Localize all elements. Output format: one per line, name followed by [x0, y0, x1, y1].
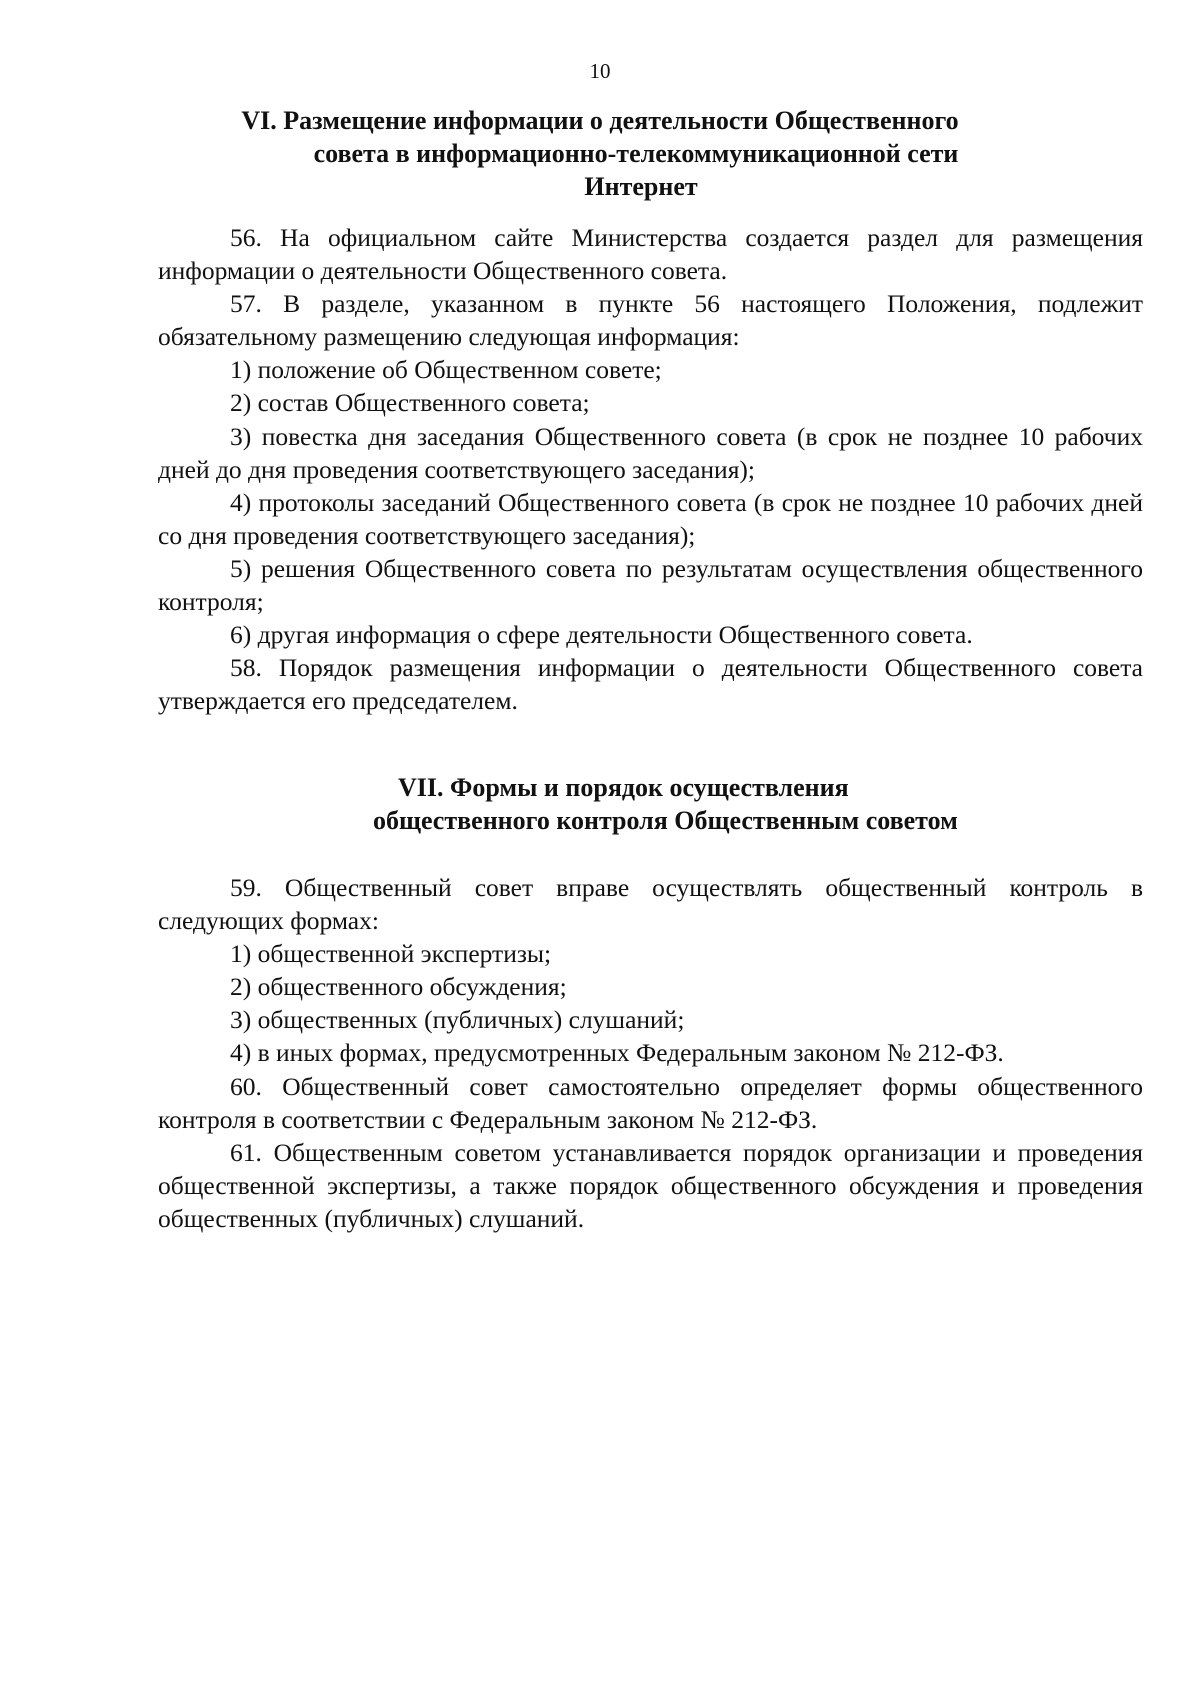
- list-item-7-3: 3) общественных (публичных) слушаний;: [230, 1005, 685, 1035]
- list-item-6-5: 5) решения Общественного совета по результатам осуществления общественного контроля;: [158, 553, 1143, 617]
- section-7-body: [158, 871, 1143, 1235]
- section-7-heading: [0, 771, 1200, 837]
- section-7-heading-line-2: общественного контроля Общественным советом: [373, 806, 958, 835]
- paragraph-58: 58. Порядок размещения информации о деятельности Общественного совета утверждается его председателем.: [158, 653, 1143, 716]
- list-item-7-4: 4) в иных формах, предусмотренных Федеральным законом № 212-ФЗ.: [230, 1038, 1004, 1068]
- paragraph-60: 60. Общественный совет самостоятельно определяет формы общественного контроля в соответствии с Федеральным законом № 212-ФЗ.: [158, 1071, 1143, 1134]
- section-6-heading-line-1: VI. Размещение информации о деятельности Общественного: [241, 106, 959, 135]
- list-item-7-1: 1) общественной экспертизы;: [230, 939, 552, 969]
- list-item-6-1: 1) положение об Общественном совете;: [230, 355, 662, 385]
- section-6-heading-line-2: совета в информационно-телекоммуникационной сети: [313, 139, 959, 168]
- list-item-6-3: 3) повестка дня заседания Общественного совета (в срок не позднее 10 рабочих дней до дня проведения соответствующего заседания);: [158, 421, 1143, 484]
- list-item-6-2: 2) состав Общественного совета;: [230, 388, 590, 418]
- section-6-body: [158, 221, 1143, 717]
- paragraph-57: 57. В разделе, указанном в пункте 56 настоящего Положения, подлежит обязательному размещению следующая информация:: [158, 289, 1143, 352]
- list-item-6-6: 6) другая информация о сфере деятельности Общественного совета.: [230, 620, 973, 650]
- page-number: 10: [589, 59, 611, 83]
- list-item-7-2: 2) общественного обсуждения;: [230, 972, 567, 1002]
- section-7-heading-line-1: VII. Формы и порядок осуществления: [398, 773, 849, 802]
- paragraph-61: 61. Общественным советом устанавливается порядок организации и проведения общественной экспертизы, а также порядок общественного обсуждения и проведения общественных (публичных) слушаний.: [158, 1137, 1143, 1233]
- section-6-heading: [0, 104, 1200, 203]
- section-6-heading-line-3: Интернет: [584, 172, 698, 201]
- paragraph-56: 56. На официальном сайте Министерства создается раздел для размещения информации о деятельности Общественного совета.: [158, 223, 1143, 286]
- paragraph-59: 59. Общественный совет вправе осуществлять общественный контроль в следующих формах:: [158, 873, 1143, 936]
- list-item-6-4: 4) протоколы заседаний Общественного совета (в срок не позднее 10 рабочих дней со дня проведения соответствующего заседания);: [158, 487, 1143, 550]
